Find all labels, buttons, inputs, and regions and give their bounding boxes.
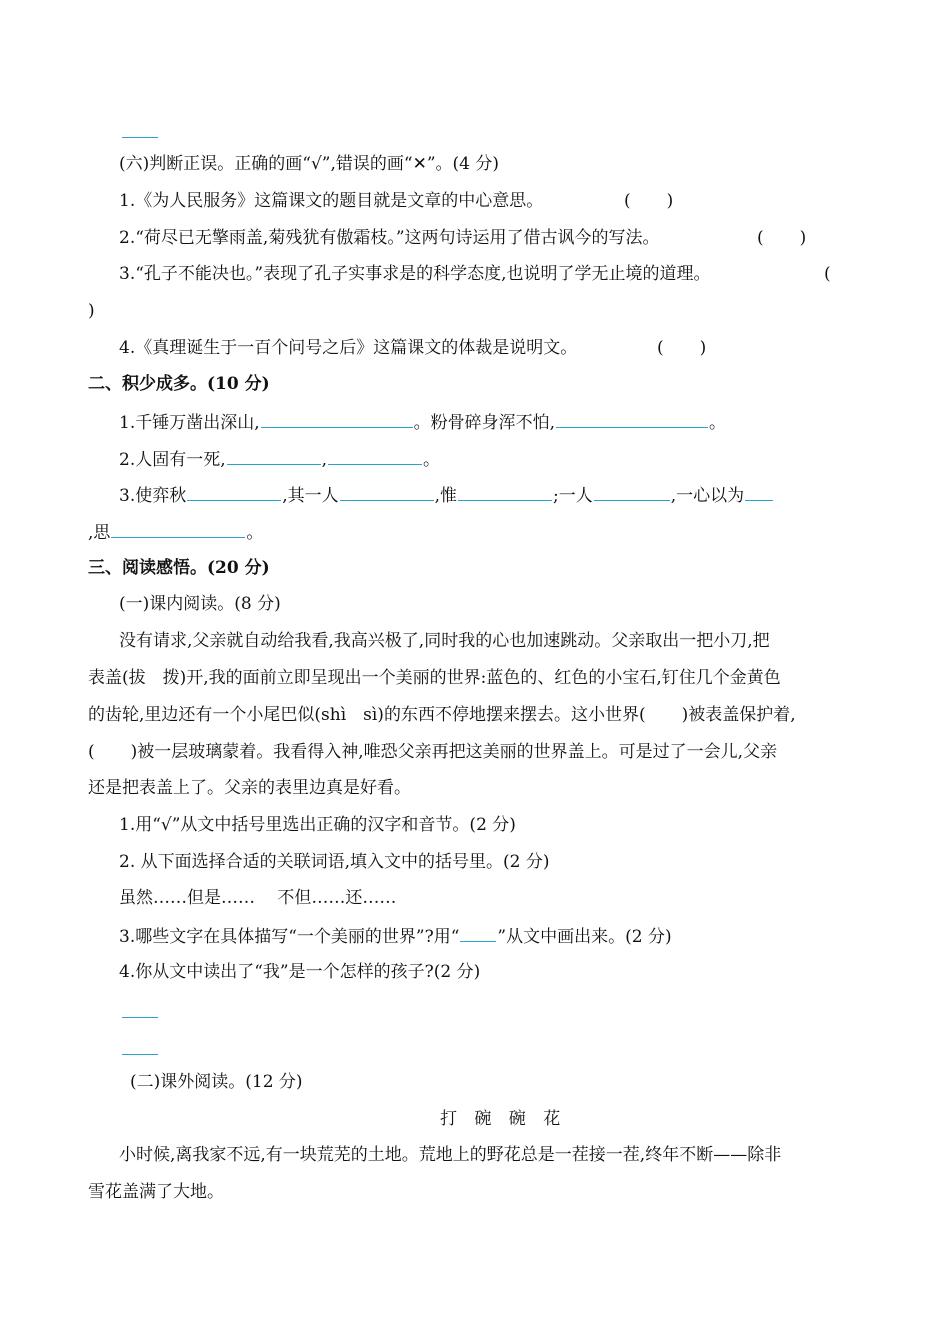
passage-line-1: 没有请求,父亲就自动给我看,我高兴极了,同时我的心也加速跳动。父亲取出一把小刀,把 [119,631,770,651]
blank-3-2[interactable] [340,482,434,501]
fill-3-text-d: ;一人 [553,486,593,506]
blank-3-1[interactable] [187,482,281,501]
fill-3-text-b: ,其一人 [282,486,339,506]
fill-4-text-a: ,思 [88,523,111,543]
reading-question-1: 1.用“√”从文中括号里选出正确的汉字和音节。(2 分) [119,815,516,835]
reading-question-2: 2. 从下面选择合适的关联词语,填入文中的括号里。(2 分) [119,852,550,872]
paren-open: ( [757,228,764,248]
fill-2-text-b: , [321,450,328,470]
blank-2-1[interactable] [227,446,321,465]
question-3-text-b: ”从文中画出来。(2 分) [497,927,672,947]
answer-line-q4-2[interactable] [121,1036,159,1062]
passage-4-text-b: )被一层玻璃蒙着。我看得入神,唯恐父亲再把这美丽的世界盖上。可是过了一会儿,父亲 [130,742,778,762]
blank-1-1[interactable] [261,409,413,428]
blank-1-2[interactable] [556,409,708,428]
passage-3-text-a: 的齿轮,里边还有一个小尾巴似(shì sì)的东西不停地摆来摆去。这小世界( [88,705,646,725]
passage-line-5: 还是把表盖上了。父亲的表里边真是好看。 [88,778,411,798]
fill-1-text-c: 。 [709,413,727,433]
reading-options: 虽然……但是…… 不但……还…… [119,888,397,908]
fill-1-text-b: 。粉骨碎身浑不怕, [413,413,556,433]
paren-close: ) [699,338,707,358]
paren-open: ( [624,191,631,211]
fill-4-text-b: 。 [246,523,264,543]
reading-question-3 [119,923,672,949]
answer-paren-6-3-close[interactable]: ) [88,301,95,321]
fill-line-1 [119,409,726,435]
passage-line-4 [88,740,777,764]
blank-2-2[interactable] [328,446,422,465]
section-6-heading: (六)判断正误。正确的画“√”,错误的画“✕”。(4 分) [119,154,499,174]
passage-3-text-b: )被表盖保护着, [681,705,796,725]
fill-1-text-a: 1.千锤万凿出深山, [119,413,260,433]
answer-paren-6-1[interactable] [624,189,673,213]
fill-2-text-a: 2.人固有一死, [119,450,226,470]
fill-line-3 [119,482,774,508]
paren-open: ( [657,338,664,358]
answer-line-q4-1[interactable] [121,999,159,1025]
fill-line-2 [119,446,440,472]
blank-3-5[interactable] [745,482,773,501]
question-3-text-a: 3.哪些文字在具体描写“一个美丽的世界”?用“ [119,927,460,947]
question-6-1-text: 1.《为人民服务》这篇课文的题目就是文章的中心意思。 [119,191,544,211]
question-6-3: 3.“孔子不能决也。”表现了孔子实事求是的科学态度,也说明了学无止境的道理。 [119,264,711,284]
fill-3-text-e: ,一心以为 [670,486,745,506]
article-title: 打 碗 碗 花 [440,1109,567,1129]
question-6-1 [119,189,543,213]
answer-paren-6-3-open[interactable]: ( [824,264,831,284]
question-6-2: 2.“荷尽已无擎雨盖,菊残犹有傲霜枝。”这两句诗运用了借古讽今的写法。 [119,228,660,248]
paren-close: ) [799,228,807,248]
passage-line-2: 表盖(拔 拨)开,我的面前立即呈现出一个美丽的世界:蓝色的、红色的小宝石,钉住几个金黄色 [88,668,781,688]
blank-3-3[interactable] [458,482,552,501]
answer-paren-6-4[interactable] [657,336,706,360]
answer-paren-6-2[interactable] [757,226,806,250]
blank-3-4[interactable] [594,482,670,501]
passage-4-text-a: ( [88,742,95,762]
passage-line-3 [88,703,796,727]
paren-close: ) [666,191,674,211]
underline-sample [460,923,496,942]
article-line-2: 雪花盖满了大地。 [88,1182,224,1202]
reading-question-4: 4.你从文中读出了“我”是一个怎样的孩子?(2 分) [119,962,481,982]
fill-2-text-c: 。 [423,450,441,470]
blank-4-1[interactable] [111,519,245,538]
section-2-heading: 二、积少成多。(10 分) [88,374,270,394]
fill-3-text-a: 3.使弈秋 [119,486,187,506]
answer-line-top[interactable] [121,119,159,145]
article-line-1: 小时候,离我家不远,有一块荒芜的土地。荒地上的野花总是一茬接一茬,终年不断——除非 [119,1145,782,1165]
fill-line-4 [88,519,263,545]
subsection-2-heading: (二)课外阅读。(12 分) [130,1072,303,1092]
question-6-4: 4.《真理诞生于一百个问号之后》这篇课文的体裁是说明文。 [119,338,578,358]
subsection-1-heading: (一)课内阅读。(8 分) [119,594,281,614]
fill-3-text-c: ,惟 [434,486,458,506]
section-3-heading: 三、阅读感悟。(20 分) [88,558,270,578]
